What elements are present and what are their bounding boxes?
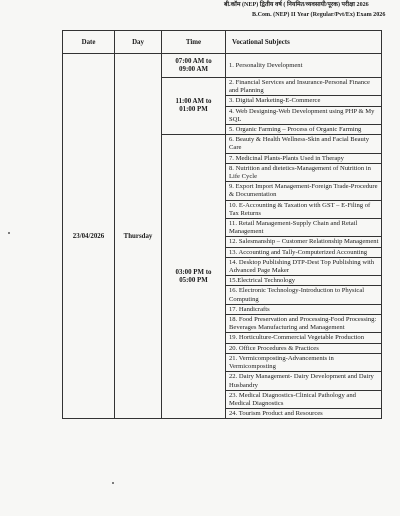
header-hindi-line: बी.कॉम (NEP) द्वितीय वर्ष ( नियमित/व्यवसायी/पूरक) परीक्षा 2026 xyxy=(224,2,369,8)
header-english-line: B.Com. (NEP) II Year (Regular/Pvt/Ex) Exam 2026 xyxy=(252,12,386,18)
scan-speck xyxy=(8,232,10,234)
time-slot-3 xyxy=(162,135,226,419)
time-slot-3-start: 03:00 PM to xyxy=(175,268,212,276)
subject-24: 24. Tourism Product and Resources xyxy=(226,409,382,419)
subject-15: 15.Electrical Technology xyxy=(226,276,382,286)
subject-16: 16. Electronic Technology-Introduction to Physical Computing xyxy=(226,286,382,304)
scan-speck xyxy=(112,482,114,484)
subject-1: 1. Personality Development xyxy=(226,54,382,78)
subject-18: 18. Food Preservation and Processing-Food Processing: Beverages Manufacturing and Management xyxy=(226,315,382,333)
header-day: Day xyxy=(115,31,162,54)
subject-22: 22. Dairy Management- Dairy Development and Dairy Husbandry xyxy=(226,372,382,390)
exam-date: 23/04/2026 xyxy=(63,54,115,419)
subject-8: 8. Nutrition and dietetics-Management of Nutrition in Life Cycle xyxy=(226,163,382,181)
exam-day: Thursday xyxy=(115,54,162,419)
subject-17: 17. Handicrafts xyxy=(226,304,382,314)
subject-12: 12. Salesmanship – Customer Relationship Management xyxy=(226,237,382,247)
subject-5: 5. Organic Farming – Process of Organic Farming xyxy=(226,125,382,135)
subject-3: 3. Digital Marketing-E-Commerce xyxy=(226,96,382,106)
subject-9: 9. Export Import Management-Foreign Trade-Procedure & Documentation xyxy=(226,182,382,200)
subject-2: 2. Financial Services and Insurance-Personal Finance and Planning xyxy=(226,78,382,96)
table-header-row xyxy=(63,31,382,54)
subject-4: 4. Web Designing-Web Development using PHP & My SQL xyxy=(226,106,382,124)
header-date: Date xyxy=(63,31,115,54)
subject-14: 14. Desktop Publishing DTP-Dest Top Publishing with Advanced Page Maker xyxy=(226,257,382,275)
subject-10: 10. E-Accounting & Taxation with GST – E-Filing of Tax Returns xyxy=(226,200,382,218)
time-slot-1-end: 09:00 AM xyxy=(179,65,208,73)
header-vocational-subjects: Vocational Subjects xyxy=(226,31,382,54)
table-row xyxy=(63,54,382,78)
header-time: Time xyxy=(162,31,226,54)
subject-19: 19. Horticulture-Commercial Vegetable Production xyxy=(226,333,382,343)
time-slot-2-end: 01:00 PM xyxy=(179,106,208,114)
subject-20: 20. Office Procedures & Practices xyxy=(226,343,382,353)
time-slot-2 xyxy=(162,78,226,135)
subject-11: 11. Retail Management-Supply Chain and Retail Management xyxy=(226,219,382,237)
time-slot-3-end: 05:00 PM xyxy=(179,276,208,284)
time-slot-2-start: 11:00 AM to xyxy=(175,98,212,106)
time-slot-1 xyxy=(162,54,226,78)
subject-21: 21. Vermicomposting-Advancements in Vermicomposting xyxy=(226,353,382,371)
subject-23: 23. Medical Diagnostics-Clinical Pathology and Medical Diagnostics xyxy=(226,390,382,408)
exam-schedule-table xyxy=(62,30,382,419)
subject-13: 13. Accounting and Tally-Computerized Accounting xyxy=(226,247,382,257)
subject-6: 6. Beauty & Health Wellness-Skin and Facial Beauty Care xyxy=(226,135,382,153)
subject-7: 7. Medicinal Plants-Plants Used in Therapy xyxy=(226,153,382,163)
time-slot-1-start: 07:00 AM to xyxy=(175,57,212,65)
